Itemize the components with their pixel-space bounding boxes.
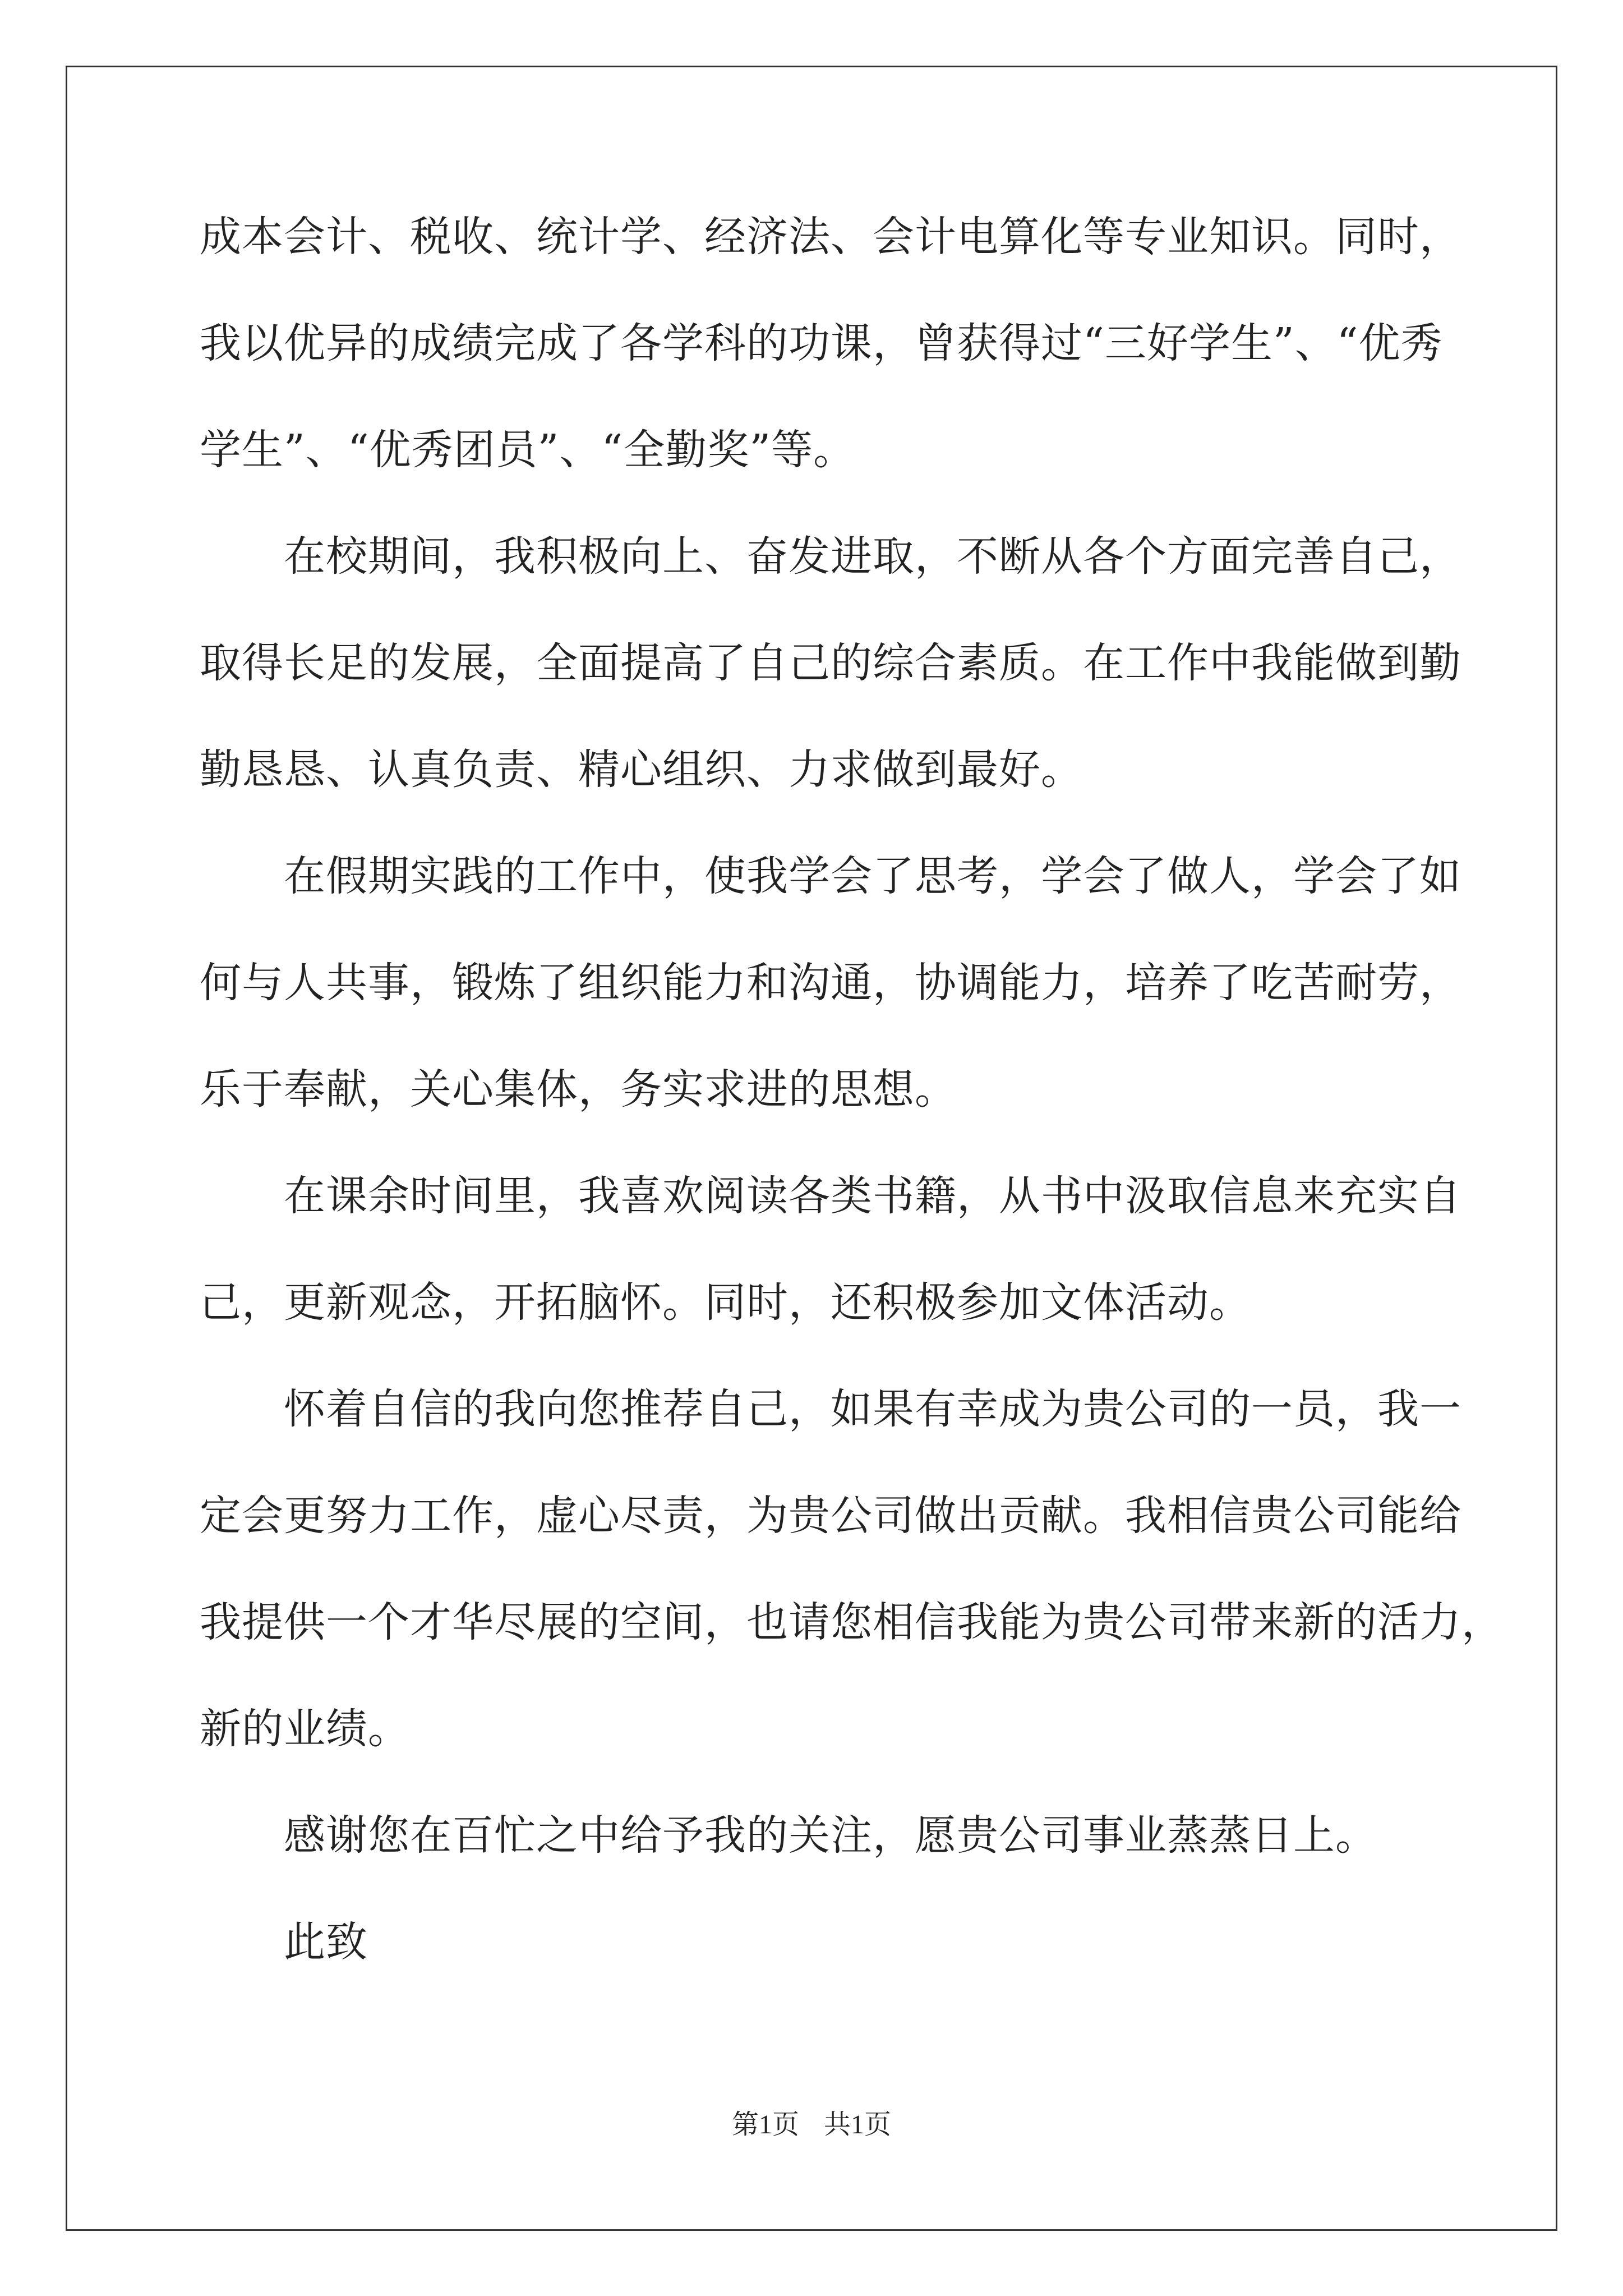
- text-line: 何与人共事，锻炼了组织能力和沟通，协调能力，培养了吃苦耐劳，: [200, 959, 1461, 1007]
- text-line: 学生”、“优秀团员”、“全勤奖”等。: [200, 426, 856, 474]
- text-line: 勤恳恳、认真负责、精心组织、力求做到最好。: [200, 746, 1083, 794]
- paragraph-start-line: 在课余时间里，我喜欢阅读各类书籍，从书中汲取信息来充实自: [284, 1172, 1461, 1220]
- page-number: 第1页: [731, 2110, 799, 2139]
- text-line: 我以优异的成绩完成了各学科的功课，曾获得过“三好学生”、“优秀: [200, 319, 1443, 367]
- text-line: 乐于奉献，关心集体，务实求进的思想。: [200, 1065, 957, 1114]
- page-footer: [0, 2108, 1623, 2142]
- page-border: [66, 66, 1557, 2231]
- text-line: 取得长足的发展，全面提高了自己的综合素质。在工作中我能做到勤: [200, 639, 1461, 687]
- text-line: 成本会计、税收、统计学、经济法、会计电算化等专业知识。同时，: [200, 213, 1461, 261]
- paragraph-start-line: 在校期间，我积极向上、奋发进取，不断从各个方面完善自己，: [284, 532, 1461, 581]
- paragraph-start-line: 怀着自信的我向您推荐自己，如果有幸成为贵公司的一员，我一: [284, 1385, 1461, 1433]
- text-line: 新的业绩。: [200, 1705, 410, 1753]
- paragraph-start-line: 感谢您在百忙之中给予我的关注，愿贵公司事业蒸蒸日上。: [284, 1811, 1377, 1860]
- page-total: 共1页: [824, 2110, 892, 2139]
- text-line: 己，更新观念，开拓脑怀。同时，还积极参加文体活动。: [200, 1278, 1251, 1327]
- text-line: 我提供一个才华尽展的空间，也请您相信我能为贵公司带来新的活力，: [200, 1598, 1504, 1646]
- text-line: 定会更努力工作，虚心尽责，为贵公司做出贡献。我相信贵公司能给: [200, 1492, 1461, 1540]
- paragraph-start-line: 在假期实践的工作中，使我学会了思考，学会了做人，学会了如: [284, 852, 1461, 900]
- closing-salutation: 此致: [284, 1918, 368, 1966]
